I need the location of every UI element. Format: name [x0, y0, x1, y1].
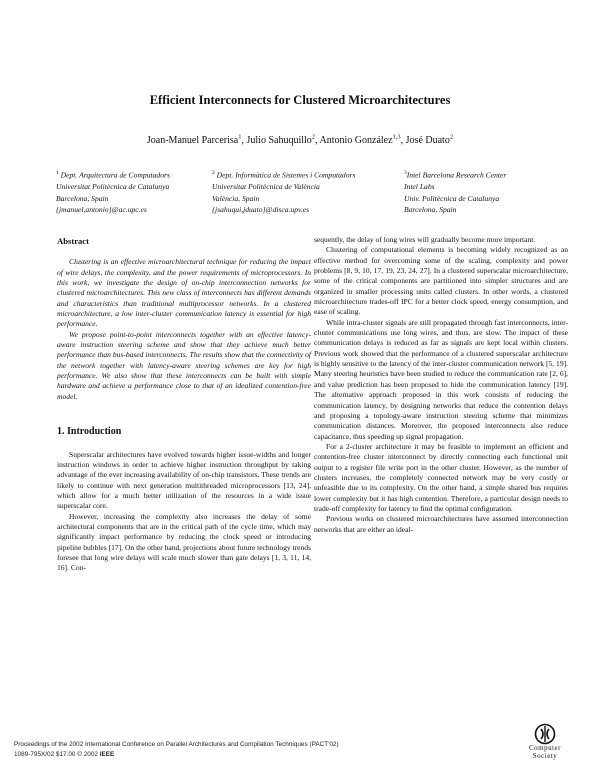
body-paragraph: For a 2-cluster architecture it may be feasible to implement an efficient and contention-free cluster interconnect by directly connecting each functional unit output to a register file write port in the other cluster. However, as the number of clusters increases, the completely connected network may be very costly or unfeasible due to its complexity. On the other hand, a simple shared bus requires lower complexity but it has high contention. Therefore, a particular design needs to trade-off complexity for latency to find the optimal configuration.: [314, 441, 568, 513]
paper-title: Efficient Interconnects for Clustered Microarchitectures: [149, 93, 451, 107]
logo-text-line2: Society: [532, 751, 558, 760]
author-1: Joan-Manuel Parcerisa$^1$,: [146, 134, 247, 147]
body-paragraph: While intra-cluster signals are still propagated through fast interconnects, inter-cluster communications use long wires, and thus, are slow. The impact of these communication delays is reduced as far as signals are kept local within clusters. Previous work showed that the performance of a clustered superscalar architecture is highly sensitive to the latency of the inter-cluster communication network [5, 19]. Many steering heuristics have been studied to reduce the communication rate [2, 6], and value prediction has been proposed to hide the communication latency [19]. The alternative approach proposed in this work consists of reducing the communication latency, by designing networks that reduce the contention delays and proposing a topology-aware instruction steering scheme that minimizes communication distances. Moreover, the proposed interconnects also reduce capacitance, thus speeding up signal propagation.: [314, 317, 568, 441]
body-paragraph: sequently, the delay of long wires will gradually become more important.: [314, 235, 536, 244]
affiliation-3: $^3$Intel Barcelona Research Center Intel Labs Univ. Politècnica de Catalunya Barcelona, Spain: [404, 170, 507, 215]
page-footer: [14, 740, 339, 760]
author-2: Julio Sahuquillo$^2$,: [246, 134, 320, 147]
left-column: [57, 234, 311, 574]
abstract-body: [57, 257, 311, 402]
computer-society-logo: [510, 723, 580, 763]
ieee-computer-society-logo-icon: [534, 723, 556, 745]
author-3: Antonio González$^{1,3}$,: [319, 134, 406, 147]
footer-copyright: 1089-795X/02 $17.00 © 2002 IEEE: [14, 750, 115, 758]
section-heading-introduction: 1. Introduction: [57, 426, 122, 438]
body-paragraph: Previous works on clustered microarchitectures have assumed interconnection networks that are either an ideal-: [314, 514, 568, 534]
affiliation-2: $^2$ Dept. Informàtica de Sistemes i Computadors Universitat Politècnica de València València, Spain {jsahuqui,jduato}@disca.upv.es: [212, 170, 356, 215]
author-list: [0, 134, 600, 146]
footer-proceedings: Proceedings of the 2002 International Conference on Parallel Architectures and Compilation Techniques (PACT'02): [14, 741, 339, 748]
abstract-heading: Abstract: [57, 236, 89, 246]
body-paragraph: Clustering of computational elements is becoming widely recognized as an effective method for overcoming some of the scaling, complexity and power problems [8, 9, 10, 17, 19, 23, 24, 27]. In a clustered superscalar microarchitecture, some of the critical components are partitioned into simpler structures and are organized in smaller processing units called clusters. In other words, a clustered microarchitecture trades-off IPC for a better clock speed, energy consumption, and ease of scaling.: [314, 245, 568, 317]
right-column: [314, 235, 568, 535]
body-paragraph: However, increasing the complexity also increases the delay of some architectural components that are in the critical path of the cycle time, which may significantly impact performance by reducing the clock speed or introducing pipeline bubbles [17]. On the other hand, projections about future technology trends foresee that long wire delays will scale much slower than gate delays [1, 3, 11, 14, 16]. Con-: [57, 511, 311, 573]
abstract-paragraph: We propose point-to-point interconnects together with an effective latency-aware instruction steering scheme and show that they achieve much better performance than bus-based interconnects. The results show that the connectivity of the network together with latency-aware steering schemes are key for high performance. We also show that these interconnects can be built with simple hardware and achieve a performance close to that of an idealized contention-free model.: [57, 329, 311, 401]
logo-text-line1: Computer: [529, 744, 561, 752]
author-4: José Duato$^2$: [405, 134, 454, 147]
affiliation-1: $^1$ Dept. Arquitectura de Computadors Universitat Politècnica de Catalunya Barcelona, Spain {jmanuel,antonio}@ac.upc.es: [56, 170, 170, 215]
body-paragraph: Superscalar architectures have evolved towards higher issue-widths and longer instruction windows in order to achieve higher instruction throughput by taking advantage of the ever increasing availability of on-chip transistors. These trends are likely to continue with next generation multithreaded microprocessors [13, 24], which allow for a much better utilization of the resources in a wide issue superscalar core.: [57, 449, 311, 511]
abstract-paragraph: Clustering is an effective microarchitectural technique for reducing the impact of wire delays, the complexity, and the power requirements of microprocessors. In this work, we investigate the design of on-chip interconnection networks for clustered microarchitectures. This new class of interconnects has different demands and characteristics than traditional multiprocessor networks. In a clustered microarchitecture, a low inter-cluster communication latency is essential for high performance.: [57, 257, 311, 329]
